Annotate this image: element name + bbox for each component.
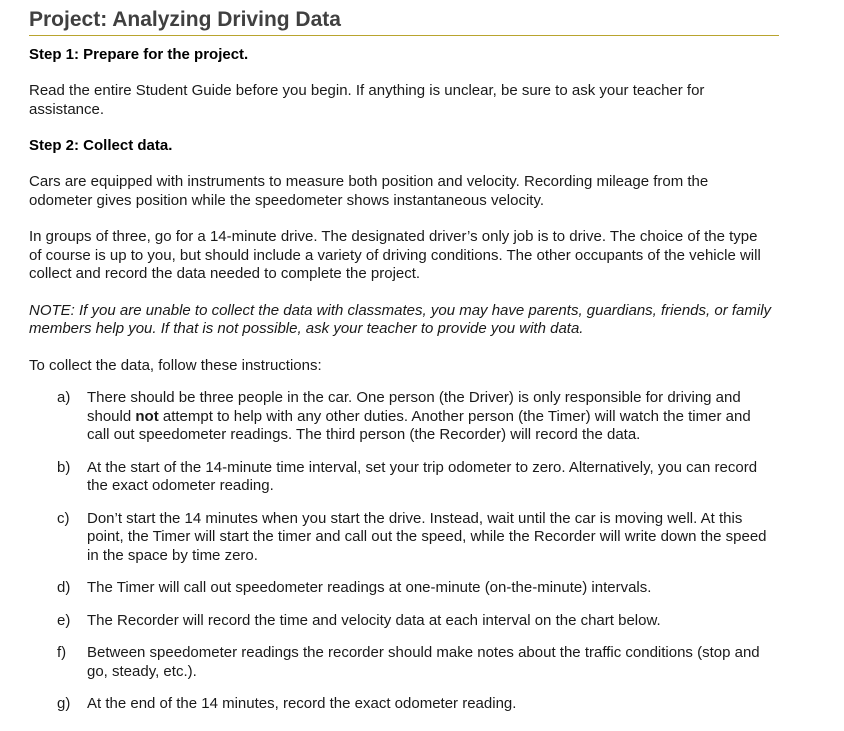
step-1-heading: Step 1: Prepare for the project. (29, 46, 249, 63)
list-item (29, 579, 774, 598)
list-item-text: At the end of the 14 minutes, record the exact odometer reading. (87, 695, 517, 712)
list-item (29, 695, 774, 714)
list-marker: f) (57, 644, 67, 661)
instructions-list (29, 389, 774, 714)
step-2-heading: Step 2: Collect data. (29, 137, 173, 154)
list-marker: g) (57, 695, 71, 712)
list-item (29, 389, 774, 445)
list-item (29, 459, 774, 496)
page-title: Project: Analyzing Driving Data (29, 6, 779, 36)
step-1-text: Read the entire Student Guide before you begin. If anything is unclear, be sure to ask your teacher for assistance. (29, 82, 705, 118)
emphasis-not: not (135, 407, 159, 425)
list-marker: d) (57, 579, 71, 596)
list-item-text: The Timer will call out speedometer readings at one-minute (on-the-minute) intervals. (87, 579, 652, 596)
list-item (29, 644, 774, 681)
step-2-paragraph-groups: In groups of three, go for a 14-minute drive. The designated driver’s only job is to drive. The choice of the type of course is up to you, but should include a variety of driving conditions. The other occupants of the vehicle will collect and record the data needed to complete the project. (29, 228, 761, 282)
list-item (29, 510, 774, 566)
list-marker: a) (57, 389, 71, 406)
list-marker: c) (57, 509, 70, 527)
list-item-text: Between speedometer readings the recorder should make notes about the traffic conditions (stop and go, steady, etc.). (87, 644, 760, 680)
list-item-text: There should be three people in the car. One person (the Driver) is only responsible for driving and should (87, 389, 741, 425)
list-marker: e) (57, 611, 71, 629)
step-2-paragraph-instruments: Cars are equipped with instruments to measure both position and velocity. Recording mileage from the odometer gives position while the speedometer shows instantaneous velocity. (29, 173, 709, 209)
list-item-text: The Recorder will record the time and velocity data at each interval on the chart below. (87, 611, 661, 629)
list-item-text-continued: attempt to help with any other duties. Another person (the Timer) will watch the timer and call out speedometer readings. The third person (the Recorder) will record the data. (87, 407, 751, 443)
list-item (29, 612, 774, 631)
instructions-intro: To collect the data, follow these instructions: (29, 356, 322, 374)
step-2-note: NOTE: If you are unable to collect the data with classmates, you may have parents, guardians, friends, or family members help you. If that is not possible, ask your teacher to provide you with data. (29, 301, 772, 337)
document-page (29, 6, 789, 714)
list-item-text: Don’t start the 14 minutes when you start the drive. Instead, wait until the car is moving well. At this point, the Timer will start the timer and call out the speed, while the Recorder will write down the speed in the space by time zero. (87, 509, 767, 564)
list-marker: b) (57, 458, 71, 476)
list-item-text: At the start of the 14-minute time interval, set your trip odometer to zero. Alternatively, you can record the exact odometer reading. (87, 458, 758, 494)
